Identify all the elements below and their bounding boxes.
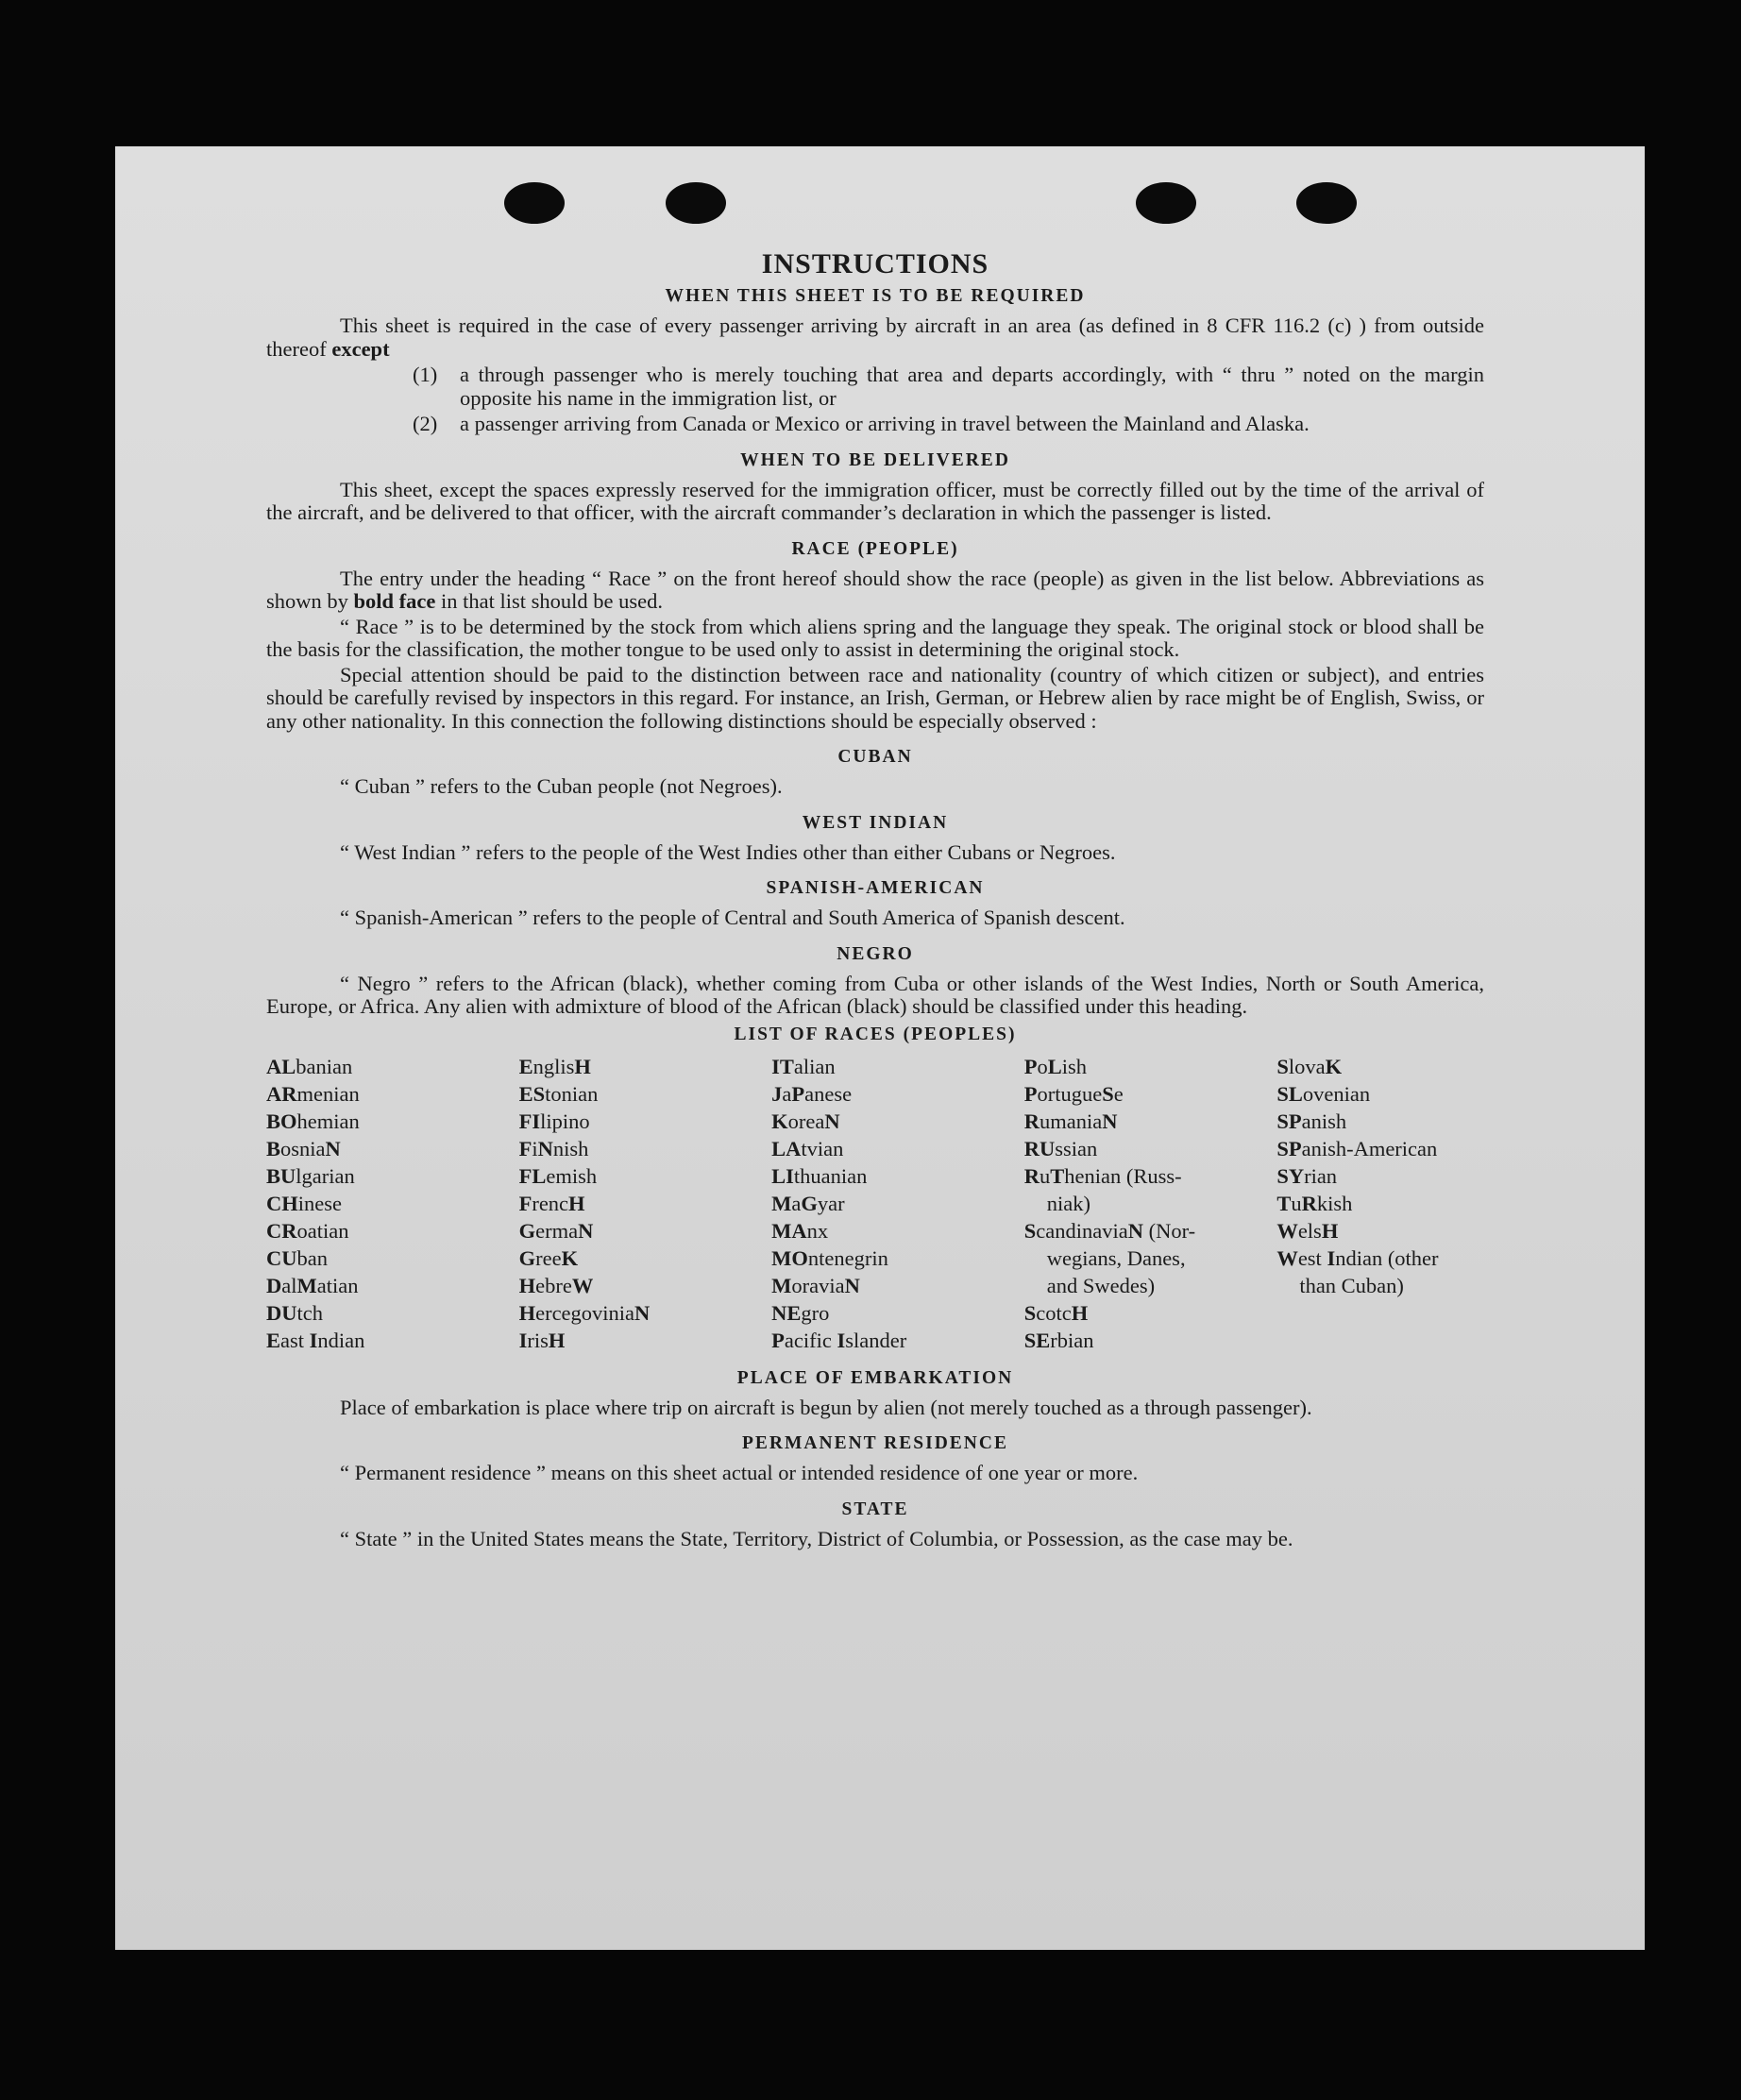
section-heading-required: WHEN THIS SHEET IS TO BE REQUIRED bbox=[665, 286, 1086, 306]
race-entry: HebreW bbox=[518, 1273, 594, 1297]
race-entry: MaGyar bbox=[771, 1191, 845, 1215]
section-heading-residence: PERMANENT RESIDENCE bbox=[742, 1433, 1008, 1453]
section-heading-list-of-races: LIST OF RACES (PEOPLES) bbox=[734, 1024, 1017, 1044]
race-entry: SYrian bbox=[1276, 1163, 1338, 1188]
race-entry: SErbian bbox=[1023, 1328, 1094, 1352]
race-entry: DUtch bbox=[266, 1300, 323, 1325]
section-heading-west-indian: WEST INDIAN bbox=[802, 812, 949, 833]
race-entry: FiNnish bbox=[518, 1136, 589, 1160]
race-entry: NEgro bbox=[771, 1300, 830, 1325]
residence-text: “ Permanent residence ” means on this sheet actual or intended residence of one year or more. bbox=[340, 1461, 1139, 1484]
race-entry: ITalian bbox=[771, 1054, 836, 1078]
exception-list bbox=[413, 364, 1484, 436]
punch-hole bbox=[1136, 182, 1196, 224]
races-column bbox=[266, 1053, 519, 1354]
races-column bbox=[771, 1053, 1024, 1354]
race-entry: ALbanian bbox=[266, 1054, 353, 1078]
race-entry: RumaniaN bbox=[1023, 1109, 1118, 1133]
exception-item: (2) a passenger arriving from Canada or Mexico or arriving in travel between the Mainland and Alaska. bbox=[413, 412, 1310, 435]
race-entry: MoraviaN bbox=[771, 1273, 860, 1297]
section-heading-race: RACE (PEOPLE) bbox=[791, 538, 959, 559]
punch-hole bbox=[666, 182, 726, 224]
race-entry: SPanish bbox=[1276, 1109, 1347, 1133]
section-heading-delivered: WHEN TO BE DELIVERED bbox=[740, 449, 1010, 470]
race-entry: SPanish-American bbox=[1276, 1136, 1438, 1160]
delivered-text: This sheet, except the spaces expressly reserved for the immigration officer, must be correctly filled out by the time of the arrival of the aircraft, and be delivered to that officer, with the aircraft commander’s declaration in which the passenger is listed. bbox=[266, 477, 1484, 524]
negro-text: “ Negro ” refers to the African (black), whether coming from Cuba or other islands of the West Indies, North or South America, Europe, or Africa. Any alien with admixture of blood of the African (black) should be classified under this heading. bbox=[266, 971, 1484, 1018]
race-paragraph-1: The entry under the heading “ Race ” on the front hereof should show the race (people) as given in the list below. Abbreviations as shown by bold face in that list should be used. bbox=[266, 566, 1484, 613]
race-entry: PoLish bbox=[1023, 1054, 1088, 1078]
spanish-american-text: “ Spanish-American ” refers to the people of Central and South America of Spanish descent. bbox=[340, 906, 1125, 929]
race-entry: PortugueSe bbox=[1023, 1081, 1124, 1106]
races-column bbox=[1276, 1053, 1484, 1354]
required-intro: This sheet is required in the case of every passenger arriving by aircraft in an area (as defined in 8 CFR 116.2 (c) ) from outside thereof except bbox=[266, 313, 1484, 361]
race-paragraph-3: Special attention should be paid to the distinction between race and nationality (country of which citizen or subject), and entries should be carefully revised by inspectors in this regard. For instance, an Irish, German, or Hebrew alien by race might be of English, Swiss, or any other nationality. In this connection the following distinctions should be especially observed : bbox=[266, 662, 1484, 733]
punch-hole bbox=[504, 182, 565, 224]
race-entry: EnglisH bbox=[518, 1054, 591, 1078]
races-list bbox=[266, 1053, 1484, 1354]
race-entry: BUlgarian bbox=[266, 1163, 355, 1188]
races-column bbox=[519, 1053, 772, 1354]
race-entry: IrisH bbox=[518, 1328, 566, 1352]
race-entry: SLovenian bbox=[1276, 1081, 1371, 1106]
section-heading-cuban: CUBAN bbox=[837, 747, 913, 767]
embarkation-text: Place of embarkation is place where trip on aircraft is begun by alien (not merely touched as a through passenger). bbox=[340, 1395, 1312, 1419]
race-entry: Pacific Islander bbox=[771, 1328, 907, 1352]
race-entry: ARmenian bbox=[266, 1081, 360, 1106]
race-entry: FLemish bbox=[518, 1163, 598, 1188]
race-entry: West Indian (other than Cuban) bbox=[1276, 1245, 1439, 1297]
race-entry: SlovaK bbox=[1276, 1054, 1343, 1078]
race-entry: GreeK bbox=[518, 1245, 579, 1270]
section-heading-spanish-american: SPANISH-AMERICAN bbox=[766, 878, 985, 898]
west-indian-text: “ West Indian ” refers to the people of the West Indies other than either Cubans or Negroes. bbox=[340, 839, 1116, 864]
race-entry: GermaN bbox=[518, 1218, 594, 1243]
race-entry: LIthuanian bbox=[771, 1163, 868, 1188]
race-entry: HercegoviniaN bbox=[518, 1300, 651, 1325]
exception-item: (1) a through passenger who is merely touching that area and departs accordingly, with “ thru ” noted on the margin opposite his name in the immigration list, or bbox=[413, 363, 1484, 410]
state-text: “ State ” in the United States means the State, Territory, District of Columbia, or Possession, as the case may be. bbox=[340, 1526, 1293, 1550]
race-entry: East Indian bbox=[266, 1328, 365, 1352]
race-paragraph-2: “ Race ” is to be determined by the stock from which aliens spring and the language they speak. The original stock or blood shall be the basis for the classification, the mother tongue to be used only to assist in determining the original stock. bbox=[266, 614, 1484, 661]
race-entry: CHinese bbox=[266, 1191, 342, 1215]
race-entry: EStonian bbox=[518, 1081, 599, 1106]
race-entry: RuThenian (Russ- niak) bbox=[1023, 1163, 1182, 1215]
instruction-sheet bbox=[115, 146, 1645, 1950]
races-column bbox=[1024, 1053, 1277, 1354]
race-entry: CRoatian bbox=[266, 1218, 349, 1243]
race-entry: ScandinaviaN (Nor- wegians, Danes, and Swedes) bbox=[1023, 1218, 1196, 1297]
section-heading-negro: NEGRO bbox=[837, 943, 914, 964]
punch-hole bbox=[1296, 182, 1357, 224]
section-heading-embarkation: PLACE OF EMBARKATION bbox=[736, 1367, 1014, 1388]
race-entry: LAtvian bbox=[771, 1136, 844, 1160]
race-entry: KoreaN bbox=[771, 1109, 840, 1133]
race-entry: FrencH bbox=[518, 1191, 585, 1215]
race-entry: MAnx bbox=[771, 1218, 829, 1243]
race-entry: CUban bbox=[266, 1245, 328, 1270]
race-entry: MOntenegrin bbox=[771, 1245, 888, 1270]
race-entry: TuRkish bbox=[1276, 1191, 1353, 1215]
section-heading-state: STATE bbox=[841, 1499, 909, 1519]
page-title: INSTRUCTIONS bbox=[761, 248, 989, 279]
race-entry: DalMatian bbox=[266, 1273, 359, 1297]
race-entry: ScotcH bbox=[1023, 1300, 1089, 1325]
cuban-text: “ Cuban ” refers to the Cuban people (not Negroes). bbox=[340, 774, 783, 798]
race-entry: BosniaN bbox=[266, 1136, 341, 1160]
race-entry: WelsH bbox=[1276, 1218, 1339, 1243]
race-entry: RUssian bbox=[1023, 1136, 1098, 1160]
race-entry: FIlipino bbox=[518, 1109, 590, 1133]
race-entry: BOhemian bbox=[266, 1109, 360, 1133]
race-entry: JaPanese bbox=[771, 1081, 853, 1106]
instructions-content bbox=[266, 248, 1484, 1552]
